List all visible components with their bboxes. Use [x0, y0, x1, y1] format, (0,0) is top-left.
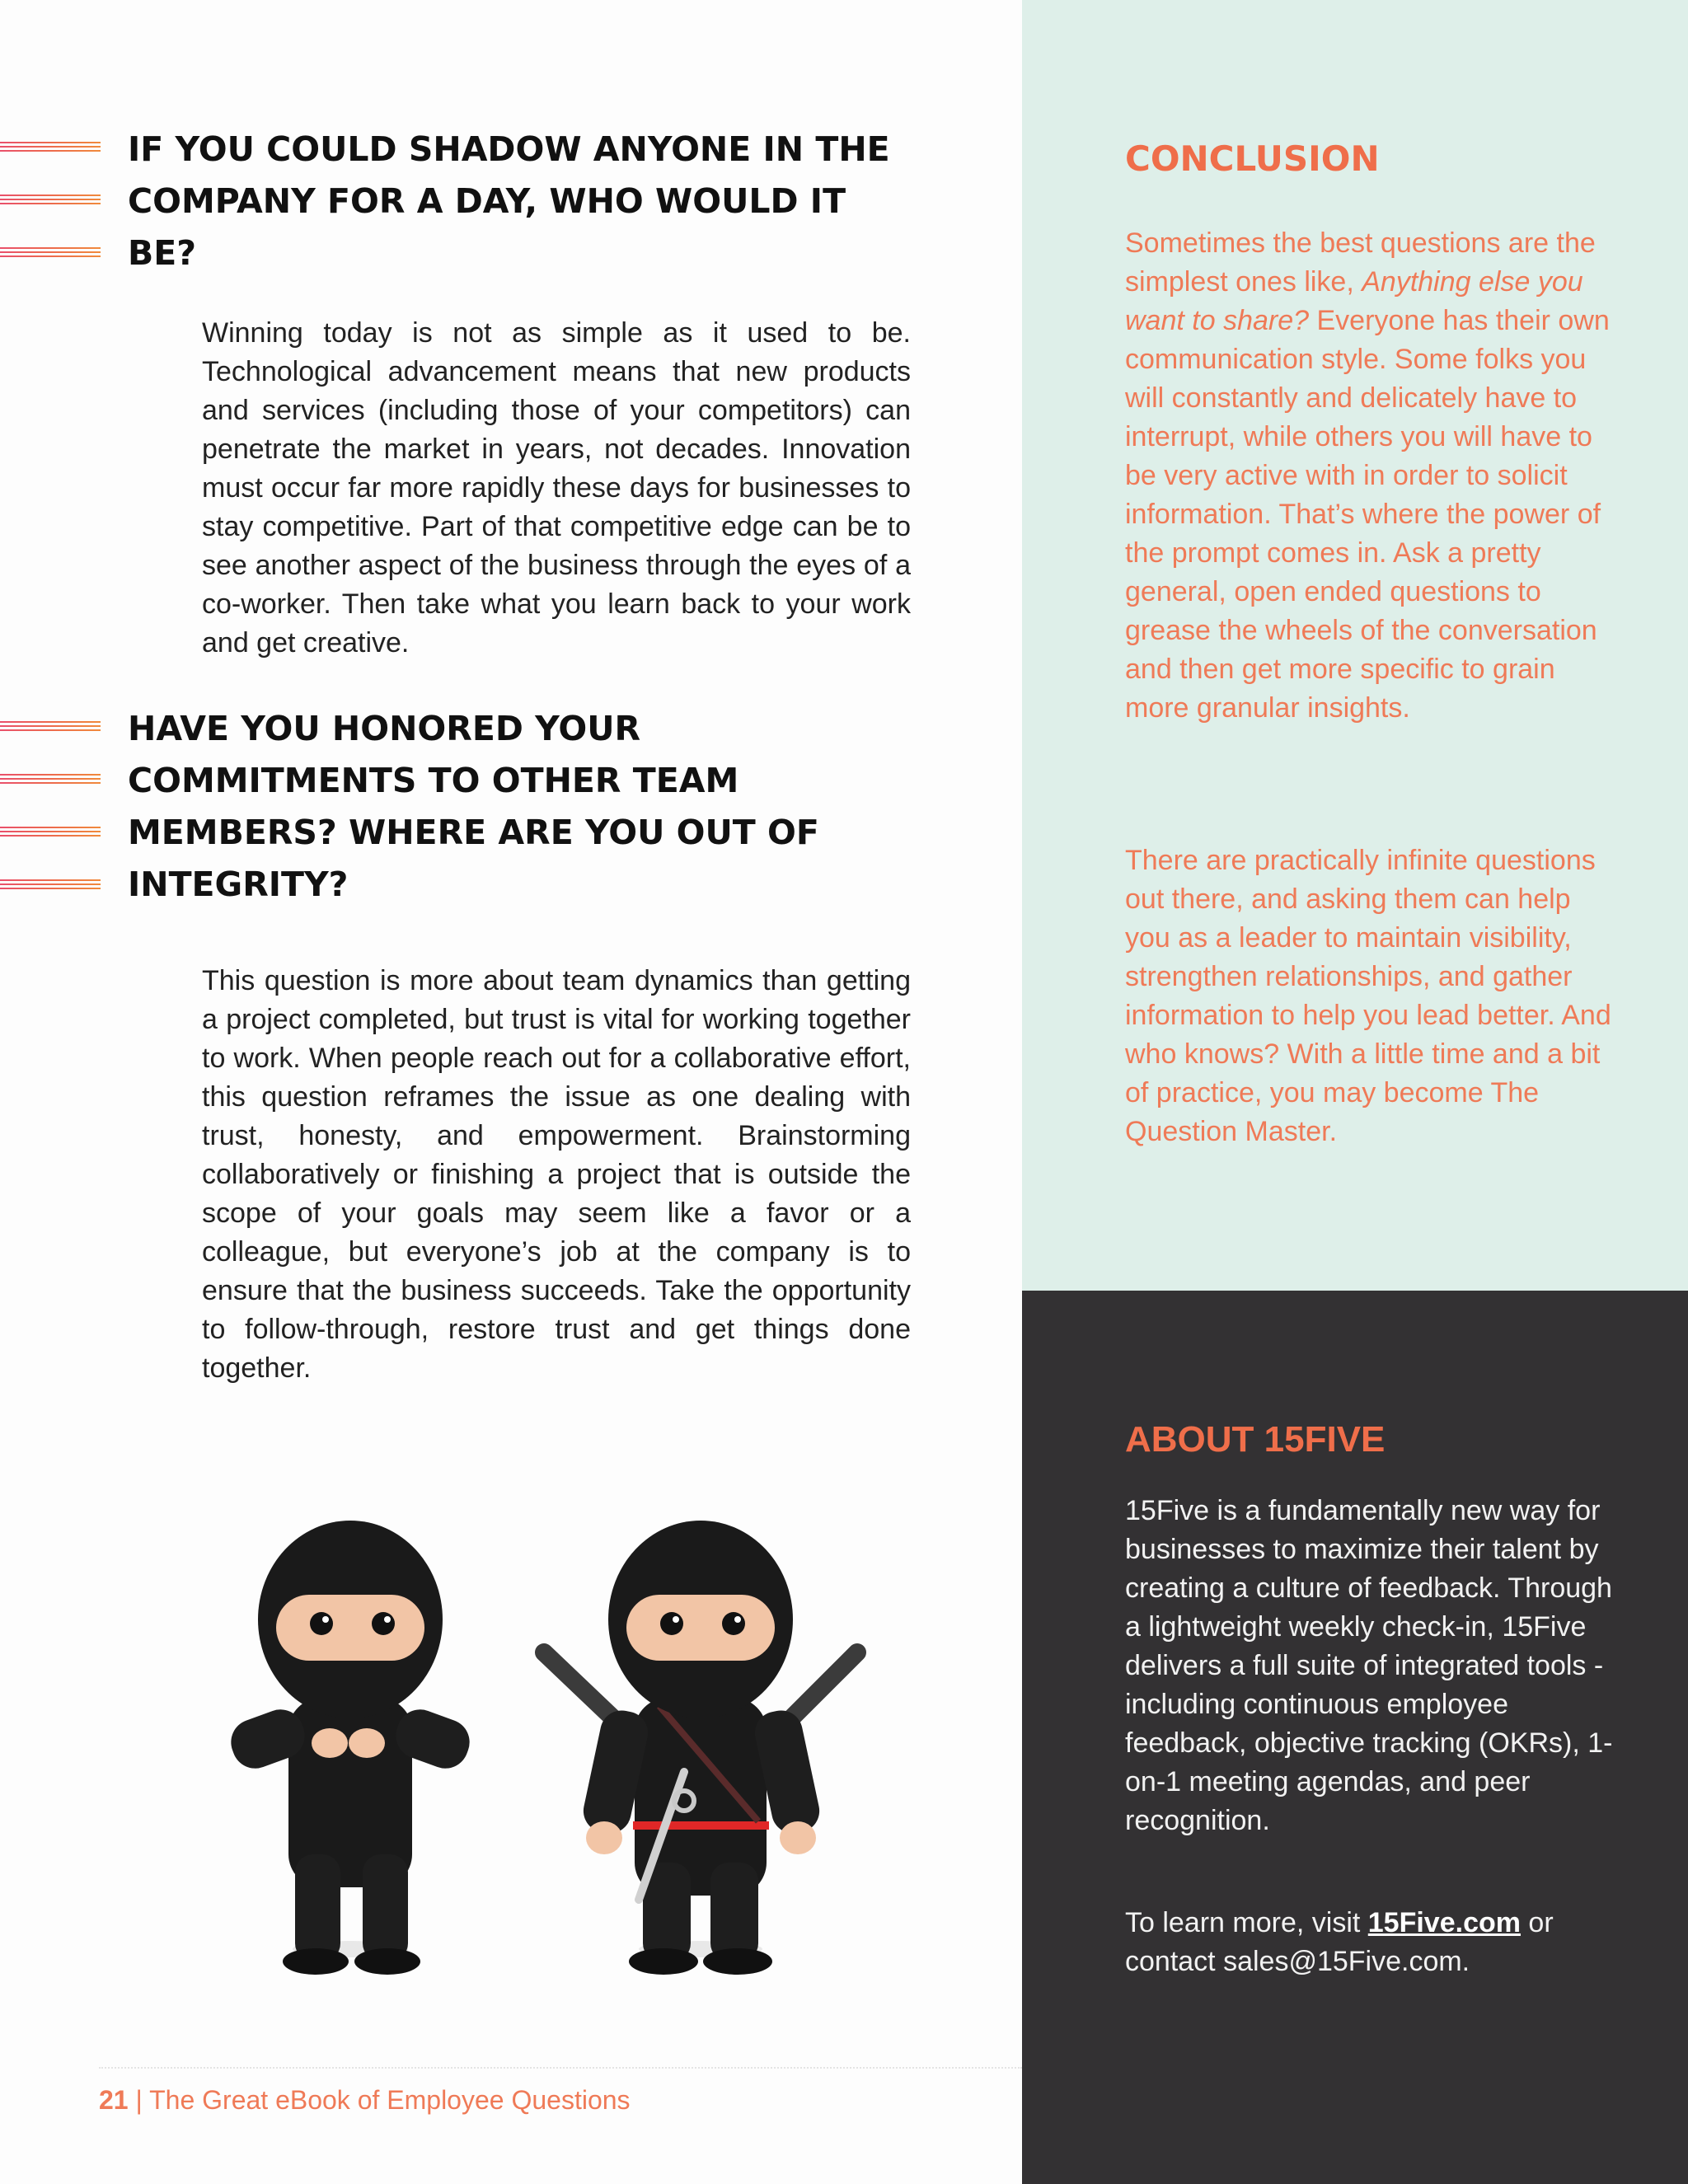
- conclusion-text: Everyone has their own communication style. Some folks you will constantly and delicately have to interrupt, while others you will have to be very active with in order to solicit information. That’s where the power of the prompt comes in. Ask a pretty general, open ended questions to grease the wheels of the conversation and then get more specific to grain more granular insights.: [1125, 305, 1610, 724]
- page-number: 21: [99, 2085, 129, 2115]
- about-title: ABOUT 15FIVE: [1125, 1419, 1386, 1460]
- about-body: 15Five is a fundamentally new way for businesses to maximize their talent by creating a culture of feedback. Through a lightweight weekly check-in, 15Five delivers a full suite of integrated tools - including continuous employee feedback, objective tracking (OKRs), 1-on-1 meeting agendas, and peer recognition.: [1125, 1495, 1613, 1836]
- question-1-heading: [128, 124, 890, 279]
- contact-text: or contact sales@15Five.com.: [1125, 1907, 1554, 1977]
- conclusion-title: CONCLUSION: [1125, 138, 1380, 179]
- conclusion-text: Sometimes the best questions are the simplest ones like,: [1125, 227, 1596, 298]
- about-contact: [1125, 1904, 1620, 1981]
- heading-stripe: [0, 142, 101, 153]
- website-link[interactable]: 15Five.com: [1367, 1907, 1521, 1938]
- conclusion-emphasis: Anything else you want to share?: [1125, 266, 1583, 336]
- heading-line: COMMITMENTS TO OTHER TEAM: [128, 761, 739, 800]
- question-2-body: This question is more about team dynamics than getting a project completed, but trust is vital for working together to work. When people reach out for a collaborative effort, this question reframes the issue as one dealing with trust, honesty, and empowerment. Brainstorming collaboratively or finishing a project that is outside the scope of your goals may seem like a favor or a colleague, but everyone’s job at the company is to ensure that the business succeeds. Take the opportunity to follow-through, restore trust and get things done together.: [202, 965, 911, 1384]
- book-title: The Great eBook of Employee Questions: [149, 2085, 631, 2115]
- heading-stripe: [0, 721, 101, 733]
- heading-stripe: [0, 827, 101, 838]
- footer-separator: |: [128, 2085, 150, 2115]
- footer-divider: [99, 2067, 1022, 2069]
- heading-line: MEMBERS? WHERE ARE YOU OUT OF: [128, 813, 819, 852]
- question-2-heading: [128, 703, 819, 911]
- conclusion-paragraph-1: [1125, 224, 1620, 728]
- page-footer: [99, 2085, 631, 2116]
- heading-stripe: [0, 774, 101, 785]
- question-1-body: Winning today is not as simple as it used to be. Technological advancement means that new products and services (including those of your competitors) can penetrate the market in years, not decades. Innovation must occur far more rapidly these days for businesses to stay competitive. Part of that competitive edge can be to see another aspect of the business through the eyes of a co-worker. Then take what you learn back to your work and get creative.: [202, 317, 911, 658]
- heading-stripe: [0, 194, 101, 206]
- ninja-right-icon: [544, 1521, 857, 1975]
- heading-line: HAVE YOU HONORED YOUR: [128, 709, 641, 748]
- contact-text: To learn more, visit: [1125, 1907, 1368, 1938]
- heading-line: IF YOU COULD SHADOW ANYONE IN THE: [128, 129, 890, 169]
- ninja-left-icon: [224, 1521, 476, 1975]
- heading-stripe: [0, 879, 101, 891]
- ninja-illustration: [198, 1500, 907, 1994]
- heading-stripe: [0, 247, 101, 259]
- heading-line: INTEGRITY?: [128, 865, 349, 904]
- conclusion-paragraph-2: There are practically infinite questions out there, and asking them can help you as a leader to maintain visibility, strengthen relationships, and gather information to help you lead better. And who knows? With a little time and a bit of practice, you may become The Question Master.: [1125, 845, 1611, 1147]
- heading-line: BE?: [128, 233, 197, 273]
- heading-line: COMPANY FOR A DAY, WHO WOULD IT: [128, 181, 846, 221]
